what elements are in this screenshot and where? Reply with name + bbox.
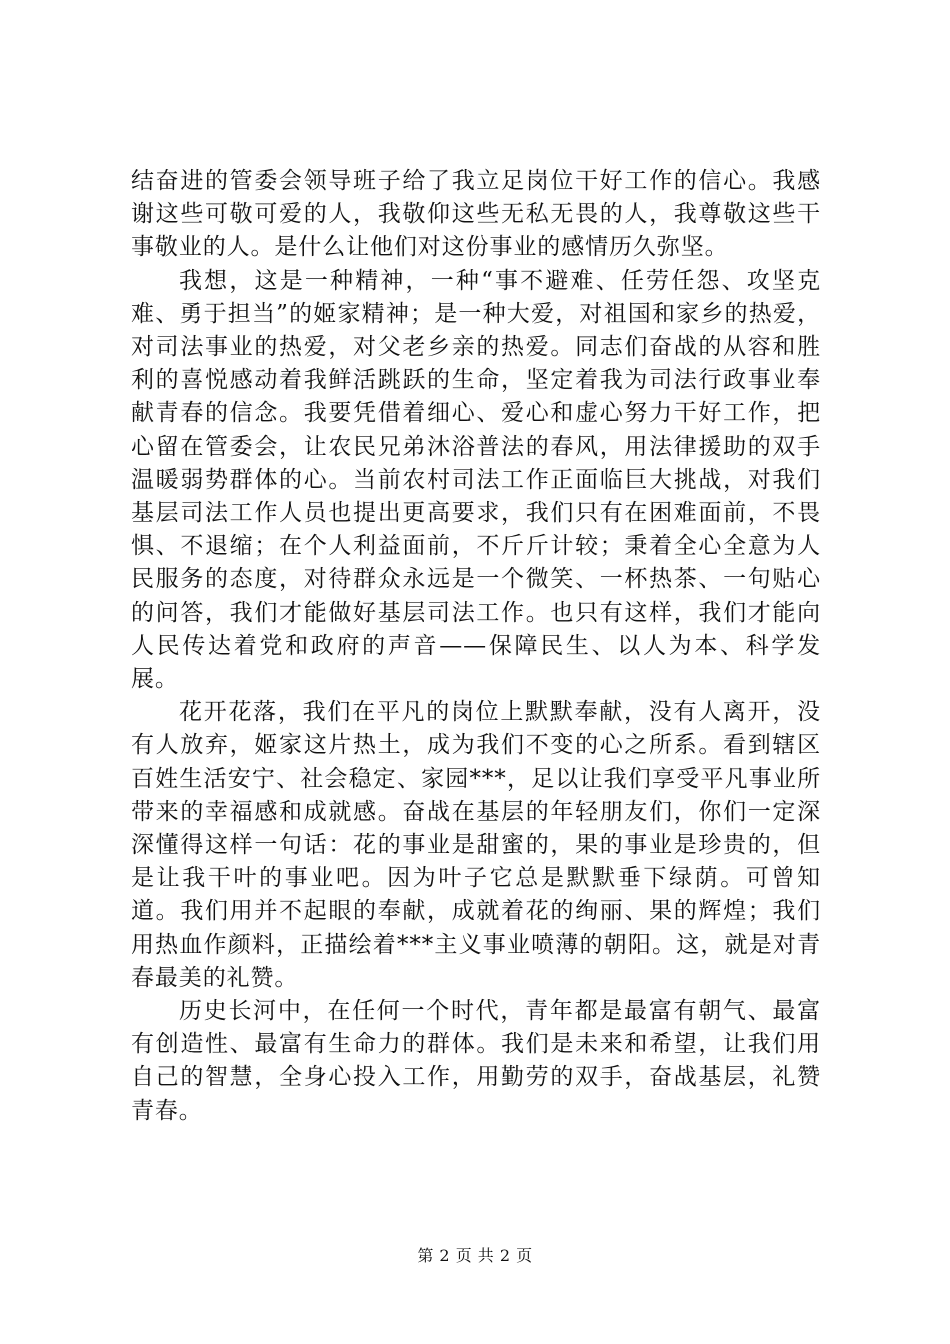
document-body xyxy=(131,165,821,1128)
paragraph-dedication: 花开花落，我们在平凡的岗位上默默奉献，没有人离开，没有人放弃，姬家这片热土，成为我们不变的心之所系。看到辖区百姓生活安宁、社会稳定、家园***，足以让我们享受平凡事业所带来的幸福感和成就感。奋战在基层的年轻朋友们，你们一定深深懂得这样一句话：花的事业是甜蜜的，果的事业是珍贵的，但是让我干叶的事业吧。因为叶子它总是默默垂下绿荫。可曾知道。我们用并不起眼的奉献，成就着花的绚丽、果的辉煌；我们用热血作颜料，正描绘着***主义事业喷薄的朝阳。这，就是对青春最美的礼赞。 xyxy=(131,699,821,991)
paragraph-spirit: 我想，这是一种精神，一种“事不避难、任劳任怨、攻坚克难、勇于担当”的姬家精神；是一种大爱，对祖国和家乡的热爱，对司法事业的热爱，对父老乡亲的热爱。同志们奋战的从容和胜利的喜悦感动着我鲜活跳跃的生命，坚定着我为司法行政事业奉献青春的信念。我要凭借着细心、爱心和虚心努力干好工作，把心留在管委会，让农民兄弟沐浴普法的春风，用法律援助的双手温暖弱势群体的心。当前农村司法工作正面临巨大挑战，对我们基层司法工作人员也提出更高要求，我们只有在困难面前，不畏惧、不退缩；在个人利益面前，不斤斤计较；秉着全心全意为人民服务的态度，对待群众永远是一个微笑、一杯热茶、一句贴心的问答，我们才能做好基层司法工作。也只有这样，我们才能向人民传达着党和政府的声音——保障民生、以人为本、科学发展。 xyxy=(131,267,821,693)
paragraph-youth: 历史长河中，在任何一个时代，青年都是最富有朝气、最富有创造性、最富有生命力的群体。我们是未来和希望，让我们用自己的智慧，全身心投入工作，用勤劳的双手，奋战基层，礼赞青春。 xyxy=(131,998,821,1124)
paragraph-continuation: 结奋进的管委会领导班子给了我立足岗位干好工作的信心。我感谢这些可敬可爱的人，我敬仰这些无私无畏的人，我尊敬这些干事敬业的人。是什么让他们对这份事业的感情历久弥坚。 xyxy=(131,168,821,261)
page-number-footer: 第 2 页 共 2 页 xyxy=(417,1246,533,1265)
